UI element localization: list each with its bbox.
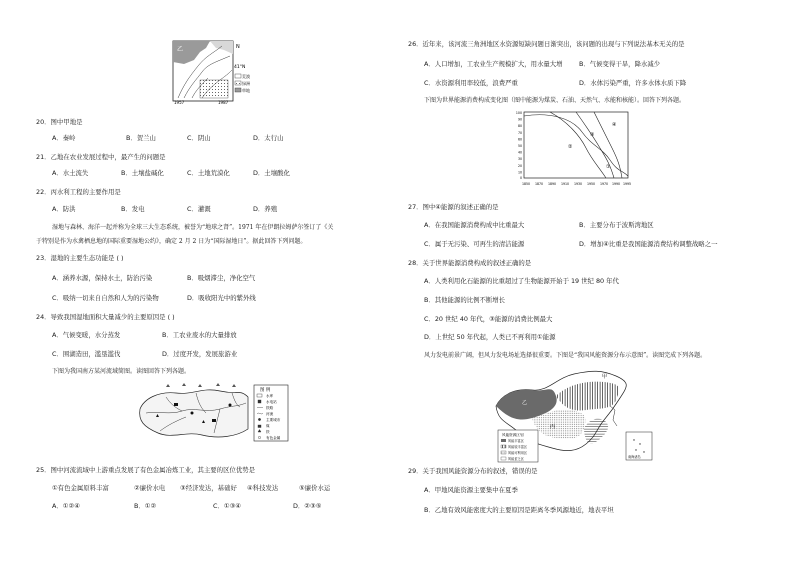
legend-oasis: 绿洲 — [242, 81, 250, 86]
x-tick: 1950 — [586, 182, 596, 186]
q25-option-c[interactable]: C．①③④ — [213, 502, 242, 510]
q20-option-c[interactable]: C．阴山 — [187, 134, 211, 142]
q25-item-1: ①有色金属原料丰富 — [52, 484, 109, 492]
q23-option-a[interactable]: A．涵养水源，保持水土，防治污染 — [52, 274, 153, 282]
q22-stem: 22．丙水利工程的主要作用是 — [36, 188, 121, 196]
q27-option-a[interactable]: A．在我国能源消费构成中比重最大 — [424, 221, 525, 229]
q25-stem: 25．图中河流流域中上游重点发展了有色金属冶炼工业，其主要的区位优势是 — [36, 466, 256, 474]
region-label-1: ① — [606, 164, 611, 170]
y-tick: 0 — [519, 176, 522, 180]
region-jia-label: 甲 — [602, 374, 608, 380]
y-tick: 90 — [517, 117, 522, 122]
q26-stem: 26．近年来，该河流三角洲地区水资源短缺问题日渐突出，该问题的出现与下列说法基本无关的是 — [408, 40, 685, 48]
region-yi-label: 乙 — [522, 400, 528, 406]
q25-option-d[interactable]: D．②③⑤ — [293, 502, 322, 510]
q24-option-b[interactable]: B．工农业废水的大量排放 — [162, 331, 237, 339]
legend-hydropower: 水电站 — [266, 400, 277, 404]
region-yi-label: 乙 — [177, 46, 184, 53]
region-label-3: ③ — [590, 132, 595, 138]
q27-option-b[interactable]: B．主要分布于波斯湾地区 — [579, 221, 654, 229]
q26-option-a[interactable]: A．人口增加，工农业生产规模扩大，用水量大增 — [424, 60, 563, 68]
figure-river-basin-map — [136, 383, 290, 443]
legend-title: 风能资源区划 — [502, 433, 524, 437]
q27-option-d[interactable]: D．增加④比重是我国能源消费结构调整战略之一 — [579, 240, 718, 248]
legend-iron: 铁 — [266, 430, 270, 434]
x-tick: 1930 — [573, 182, 583, 186]
q28-option-d[interactable]: D．上世纪 50 年代起，人类已不再利用①能源 — [424, 333, 556, 341]
q20-option-b[interactable]: B．贺兰山 — [126, 134, 156, 142]
y-tick: 10 — [517, 170, 522, 175]
year-1987: 1987 — [218, 100, 229, 104]
q20-option-a[interactable]: A．秦岭 — [52, 134, 76, 142]
legend-desert: 荒漠 — [242, 74, 250, 79]
river-intro: 下图为我国南方某河流域简图。读图回答下列各题。 — [52, 368, 191, 375]
q24-option-d[interactable]: D．过度开发，发展旅游业 — [162, 350, 238, 358]
q23-option-b[interactable]: B．吸烟滞尘，净化空气 — [187, 274, 256, 282]
legend-fairly-rich: 风能较丰富区 — [508, 445, 528, 449]
region-label-4: ④ — [612, 122, 617, 128]
x-tick: 1995 — [622, 182, 632, 186]
q21-option-b[interactable]: B．土壤盐碱化 — [121, 169, 164, 177]
south-sea-label: 南海诸岛 — [628, 455, 641, 459]
wetland-intro-line1: 湿地与森林、海洋一起并称为全球三大生态系统，被誉为“地球之肾”。1971 年在伊朗拉姆萨尔签订了《关 — [52, 224, 334, 231]
q23-option-c[interactable]: C．吸纳一切来自自然和人为的污染物 — [52, 294, 159, 302]
legend-usable: 风能可利用区 — [508, 451, 528, 455]
legend-poor: 风能贫乏区 — [508, 457, 524, 461]
q27-option-c[interactable]: C．属于无污染、可再生的清洁能源 — [424, 240, 525, 248]
q25-option-a[interactable]: A．①②④ — [52, 502, 80, 510]
q21-option-c[interactable]: C．土地荒漠化 — [187, 169, 230, 177]
x-tick: 1890 — [547, 182, 557, 186]
figure-energy-structure — [510, 108, 634, 190]
q25-item-2: ②廉价水电 — [134, 484, 166, 492]
q22-option-d[interactable]: D．养殖 — [253, 205, 278, 213]
compass-label: N — [236, 44, 240, 50]
q24-stem: 24．导致我国湿地面积大量减少的主要原因是 ( ) — [36, 313, 175, 321]
q29-stem: 29．关于我国风能资源分布的叙述，错误的是 — [408, 467, 538, 475]
legend-reservoir: 水库 — [266, 394, 274, 398]
legend-rich: 风能丰富区 — [508, 439, 524, 443]
q21-option-d[interactable]: D．土壤酸化 — [253, 169, 290, 177]
q23-stem: 23．湿地的主要生态功能是 ( ) — [36, 254, 124, 262]
q25-item-4: ④科技发达 — [247, 484, 279, 492]
legend-title: 图 例 — [260, 388, 271, 393]
q22-option-b[interactable]: B．发电 — [121, 205, 145, 213]
q26-option-b[interactable]: B．气候变得干旱，降水减少 — [579, 60, 661, 68]
x-tick: 1990 — [611, 182, 621, 186]
wind-intro: 风力发电前景广阔，但风力发电场址选择很重要。下图是“我国风能资源分布示意图”。读图完成下列各题。 — [424, 352, 707, 359]
region-bing-label: 丙 — [550, 424, 556, 430]
q25-item-5: ⑤廉价水运 — [299, 484, 331, 492]
y-tick: 40 — [517, 150, 522, 155]
q21-stem: 21．乙地在农业发展过程中，最产生的问题是 — [36, 153, 166, 161]
legend-river: 河流 — [266, 412, 274, 416]
region-label-2: ② — [568, 144, 573, 150]
q28-option-a[interactable]: A．人类利用化石能源的比重超过了生物能源开始于 19 世纪 80 年代 — [424, 277, 619, 285]
x-tick: 1870 — [534, 182, 544, 186]
figure-wind-energy-map — [492, 366, 656, 464]
y-tick: 80 — [517, 124, 522, 129]
y-tick: 30 — [517, 157, 522, 162]
q22-option-c[interactable]: C．灌溉 — [187, 205, 211, 213]
q23-option-d[interactable]: D．吸收阳光中的紫外线 — [187, 294, 256, 302]
q22-option-a[interactable]: A．防洪 — [52, 205, 76, 213]
q27-stem: 27．图中④能源的叙述正确的是 — [408, 203, 499, 211]
year-1957: 1957 — [174, 100, 185, 104]
q28-stem: 28．关于世界能源消费构成的叙述正确的是 — [408, 259, 532, 267]
q29-option-b[interactable]: B．乙地有效风能密度大的主要原因是距离冬季风源地近，地表平坦 — [424, 506, 614, 514]
legend-coal: 煤 — [266, 424, 270, 428]
y-tick: 100 — [515, 111, 522, 115]
q26-option-d[interactable]: D．水体污染严重，许多水体水质下降 — [579, 79, 687, 87]
q20-stem: 20．图中甲地是 — [36, 118, 83, 126]
x-tick: 1850 — [521, 182, 531, 186]
legend-city: 主要城市 — [266, 418, 281, 422]
wetland-intro-line2: 于特别是作为水禽栖息地的国际重要湿地公约》，确定 2 月 2 日为“国际湿地日”。据此回答下列问题。 — [36, 238, 307, 245]
y-tick: 70 — [517, 130, 522, 135]
legend-grass: 草地 — [242, 88, 250, 93]
q25-option-b[interactable]: B．①② — [134, 502, 157, 510]
energy-intro: 下图为世界能源消费构成变化图（图中能源为煤炭、石油、天然气、水能和核能）。回答下列各题。 — [424, 97, 686, 104]
y-tick: 60 — [517, 137, 522, 142]
q28-option-b[interactable]: B．其他能源的比例不断增长 — [424, 296, 506, 304]
latitude-label: 41°N — [234, 65, 246, 70]
q24-option-a[interactable]: A．气候变暖，水分蒸发 — [52, 331, 121, 339]
legend-railway: 铁路 — [266, 406, 274, 410]
figure-region-map — [172, 40, 256, 104]
q26-option-c[interactable]: C．水资源利用率较低，浪费严重 — [424, 79, 518, 87]
q29-option-a[interactable]: A．甲地风能资源主要集中在夏季 — [424, 486, 518, 494]
q21-option-a[interactable]: A．水土流失 — [52, 169, 89, 177]
y-tick: 50 — [517, 144, 522, 148]
legend-nonferrous: 有色金属 — [266, 436, 281, 440]
q24-option-c[interactable]: C．围湖造田，滥垦滥伐 — [52, 350, 121, 358]
q28-option-c[interactable]: C．20 世纪 40 年代，③能源的消费比例最大 — [424, 315, 553, 323]
x-tick: 1910 — [560, 182, 570, 186]
y-tick: 20 — [517, 163, 522, 168]
q20-option-d[interactable]: D．太行山 — [253, 134, 284, 142]
x-tick: 1970 — [599, 182, 609, 186]
q25-item-3: ③经济发达，基础好 — [180, 484, 237, 492]
